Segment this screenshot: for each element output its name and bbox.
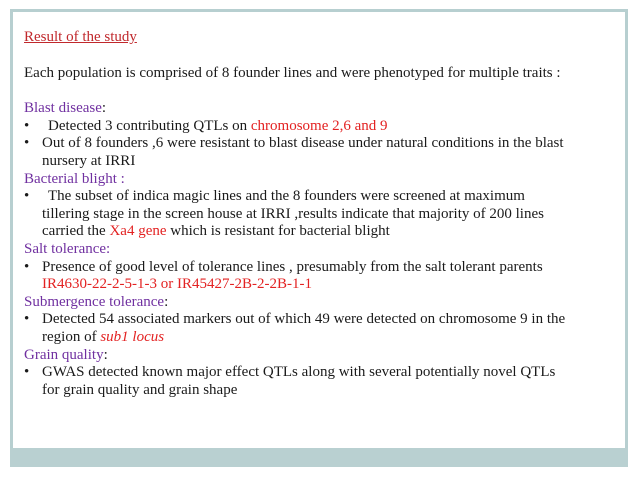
submergence-bullet-1-line-2 [42, 329, 616, 347]
intro-text: Each population is comprised of 8 founder lines and were phenotyped for multiple traits : [24, 64, 561, 81]
grain-bullet-1-line-2: for grain quality and grain shape [42, 381, 238, 398]
spacer [24, 82, 616, 100]
section-grain-heading [24, 347, 616, 365]
salt-bullet-1 [24, 259, 616, 294]
salt-parents-highlight: IR4630-22-2-5-1-3 or IR45427-2B-2-2B-1-1 [42, 276, 312, 293]
spacer [24, 47, 616, 65]
submergence-heading-colon: : [164, 293, 169, 310]
slide-title: Result of the study [24, 29, 137, 45]
blast-bullet-2-line-1: Out of 8 founders ,6 were resistant to blast disease under natural conditions in the blast [42, 135, 564, 152]
bacterial-bullet-1-line-3 [42, 223, 616, 241]
bacterial-bullet-1 [24, 188, 616, 241]
bullet-icon: • [24, 117, 30, 134]
blast-bullet-1-text [42, 118, 616, 136]
blast-bullet-1 [24, 118, 616, 136]
blast-heading-colon: : [101, 100, 107, 117]
xa4-gene-highlight: Xa4 gene [109, 223, 167, 240]
section-salt-heading: Salt tolerance: [24, 240, 111, 257]
grain-bullet-1 [24, 364, 616, 399]
section-blast-heading [24, 100, 616, 118]
frame-bottom-bar [10, 448, 628, 467]
frame-right-border [625, 9, 628, 467]
bacterial-bullet-1-line-2: tillering stage in the screen house at IRRI ,results indicate that majority of 200 lines [42, 205, 544, 222]
blast-heading-label: Blast disease [24, 100, 102, 117]
submergence-bullet-1-line-1: Detected 54 associated markers out of which 49 were detected on chromosome 9 in the [42, 311, 566, 328]
salt-bullet-1-line-1: Presence of good level of tolerance lines , presumably from the salt tolerant parents [42, 258, 543, 275]
sub1-locus-highlight: sub1 locus [100, 328, 165, 345]
frame-left-border [10, 9, 13, 467]
frame-top-border [10, 9, 628, 12]
section-submergence-heading [24, 294, 616, 312]
bacterial-bullet-1-line-1: The subset of indica magic lines and the 8 founders were screened at maximum [48, 188, 525, 205]
submergence-bullet-1 [24, 311, 616, 346]
section-bacterial-heading: Bacterial blight : [24, 170, 125, 187]
bullet-icon: • [24, 188, 30, 205]
submergence-line-2-pre: region of [42, 328, 101, 345]
blast-bullet-2-line-2: nursery at IRRI [42, 152, 136, 169]
bacterial-line-3-post: which is resistant for bacterial blight [166, 223, 390, 240]
bullet-icon: • [24, 311, 30, 328]
slide-content [24, 29, 616, 399]
grain-heading-label: Grain quality [24, 346, 104, 363]
blast-chromosome-highlight: chromosome 2,6 and 9 [250, 117, 388, 134]
blast-bullet-1-pre: Detected 3 contributing QTLs on [48, 117, 251, 134]
bullet-icon: • [24, 364, 30, 381]
grain-bullet-1-line-1: GWAS detected known major effect QTLs along with several potentially novel QTLs [42, 364, 556, 381]
grain-heading-colon: : [103, 346, 108, 363]
bacterial-line-3-pre: carried the [42, 223, 110, 240]
blast-bullet-2 [24, 135, 616, 170]
bullet-icon: • [24, 135, 30, 152]
submergence-heading-label: Submergence tolerance [24, 293, 165, 310]
bullet-icon: • [24, 258, 30, 275]
